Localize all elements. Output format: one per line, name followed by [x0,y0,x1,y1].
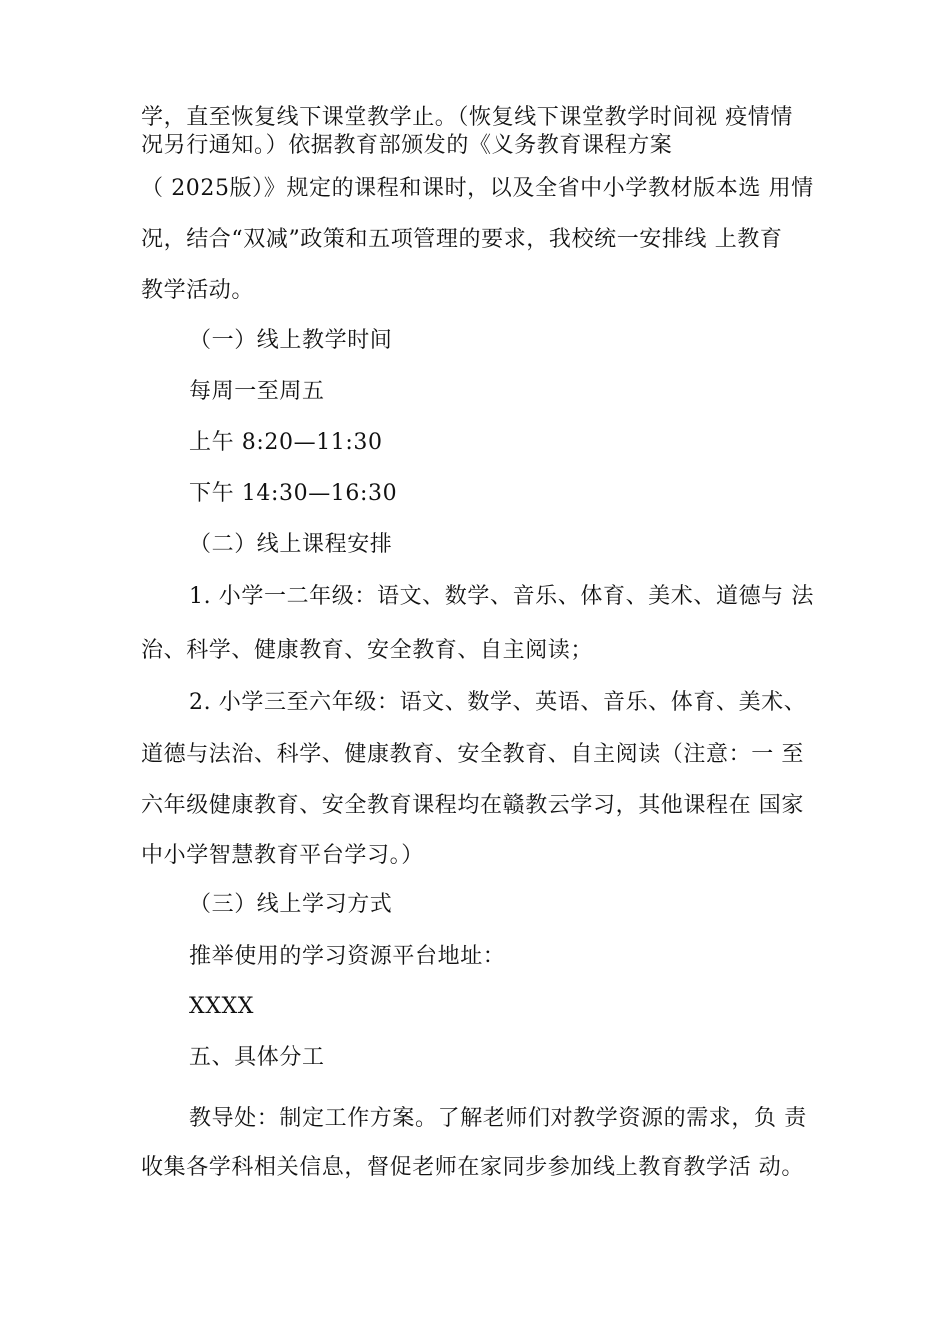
course-item-2-line-4: 中小学智慧教育平台学习。） [141,843,424,868]
course-item-1-line-2: 治、科学、健康教育、安全教育、自主阅读； [141,638,594,663]
paragraph-line-3: （ 2025版）》规定的课程和课时，以及全省中小学教材版本选 用情 [141,176,814,201]
paragraph-line-2: 况另行通知。）依据教育部颁发的《义务教育课程方案 [141,133,673,158]
platform-address-label: 推举使用的学习资源平台地址： [189,944,506,969]
course-item-1-line-1: 1. 小学一二年级：语文、数学、音乐、体育、美术、道德与 法 [189,584,814,609]
division-item-line-2: 收集各学科相关信息，督促老师在家同步参加线上教育教学活 动。 [141,1155,804,1180]
schedule-afternoon: 下午 14:30—16:30 [189,481,398,506]
schedule-days: 每周一至周五 [189,379,325,404]
section-heading-division-of-work: 五、具体分工 [189,1045,325,1070]
paragraph-line-5: 教学活动。 [141,278,255,303]
schedule-morning: 上午 8:20—11:30 [189,430,383,455]
section-heading-learning-method: （三）线上学习方式 [189,892,393,917]
paragraph-line-1: 学，直至恢复线下课堂教学止。（恢复线下课堂教学时间视 疫情情 [141,105,793,130]
section-heading-teaching-time: （一）线上教学时间 [189,328,393,353]
platform-address-value: XXXX [189,994,255,1019]
course-item-2-line-1: 2. 小学三至六年级：语文、数学、英语、音乐、体育、美术、 [189,690,807,715]
section-heading-course-arrangement: （二）线上课程安排 [189,532,393,557]
course-item-2-line-3: 六年级健康教育、安全教育课程均在赣教云学习，其他课程在 国家 [141,793,804,818]
course-item-2-line-2: 道德与法治、科学、健康教育、安全教育、自主阅读（注意：一 至 [141,742,804,767]
paragraph-line-4: 况，结合“双减”政策和五项管理的要求，我校统一安排线 上教育 [141,227,783,252]
division-item-line-1: 教导处：制定工作方案。了解老师们对教学资源的需求，负 责 [189,1106,807,1131]
